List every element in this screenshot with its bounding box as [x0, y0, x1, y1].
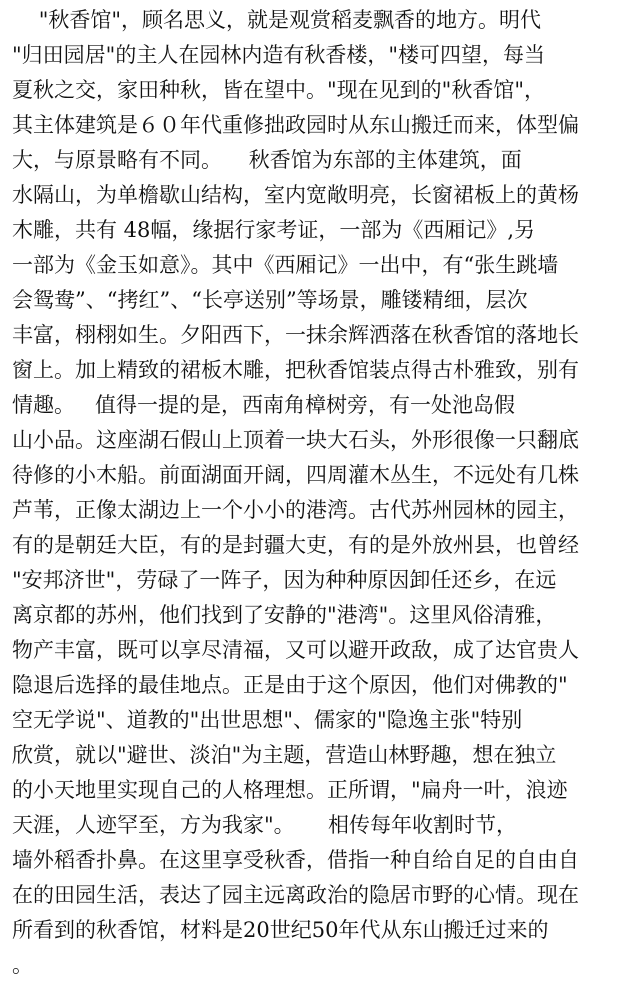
text-line: 夏秋之交，家田种秋，皆在望中。"现在见到的"秋香馆"， — [12, 78, 545, 102]
text-line: 一部为《金玉如意》。其中《西厢记》一出中，有“张生跳墙 — [12, 253, 559, 277]
text-line: 其主体建筑是６０年代重修拙政园时从东山搬迁而来，体型偏 — [12, 113, 579, 137]
text-line: "安邦济世"，劳碌了一阵子，因为种种原因卸任还乡，在远 — [12, 568, 557, 592]
text-line: 物产丰富，既可以享尽清福，又可以避开政敌，成了达官贵人 — [12, 638, 579, 662]
text-line: 水隔山，为单檐歇山结构，室内宽敞明亮，长窗裙板上的黄杨 — [12, 183, 579, 207]
text-line: 欣赏，就以"避世、淡泊"为主题，营造山林野趣，想在独立 — [12, 743, 557, 767]
text-line: 天涯，人迹罕至，方为我家"。 相传每年收割时节， — [12, 813, 518, 837]
text-line: 离京都的苏州，他们找到了安静的"港湾"。这里风俗清雅， — [12, 603, 557, 627]
text-line: 木雕，共有 48幅，缘据行家考证，一部为《西厢记》,另 — [12, 218, 536, 242]
text-line: 待修的小木船。前面湖面开阔，四周灌木丛生，不远处有几株 — [12, 463, 579, 487]
text-line: 有的是朝廷大臣，有的是封疆大吏，有的是外放州县，也曾经 — [12, 533, 579, 557]
text-line: 芦苇，正像太湖边上一个小小的港湾。古代苏州园林的园主， — [12, 498, 579, 522]
text-line: 的小天地里实现自己的人格理想。正所谓，"扁舟一叶，浪迹 — [12, 778, 568, 802]
text-line: "归田园居"的主人在园林内造有秋香楼，"楼可四望，每当 — [12, 43, 545, 67]
text-line: 山小品。这座湖石假山上顶着一块大石头，外形很像一只翻底 — [12, 428, 579, 452]
text-line: 情趣。 值得一提的是，西南角樟树旁，有一处池岛假 — [12, 393, 516, 417]
text-line: 所看到的秋香馆，材料是20世纪50年代从东山搬迁过来的 — [12, 918, 549, 942]
text-line: "秋香馆"，顾名思义，就是观赏稻麦飘香的地方。明代 — [12, 8, 542, 32]
text-line: 丰富，栩栩如生。夕阳西下，一抹余辉洒落在秋香馆的落地长 — [12, 323, 579, 347]
text-line: 墙外稻香扑鼻。在这里享受秋香，借指一种自给自足的自由自 — [12, 848, 579, 872]
text-line: 大，与原景略有不同。 秋香馆为东部的主体建筑，面 — [12, 148, 522, 172]
text-line: 在的田园生活，表达了园主远离政治的隐居市野的心情。现在 — [12, 883, 579, 907]
text-line: 窗上。加上精致的裙板木雕，把秋香馆装点得古朴雅致，别有 — [12, 358, 579, 382]
text-line: 空无学说"、道教的"出世思想"、儒家的"隐逸主张"特别 — [12, 708, 523, 732]
text-line: 隐退后选择的最佳地点。正是由于这个原因，他们对佛教的" — [12, 673, 568, 697]
text-line: 会鸳鸯”、“拷红”、“长亭送别”等场景，雕镂精细，层次 — [12, 288, 528, 312]
text-line: 。 — [12, 953, 33, 977]
